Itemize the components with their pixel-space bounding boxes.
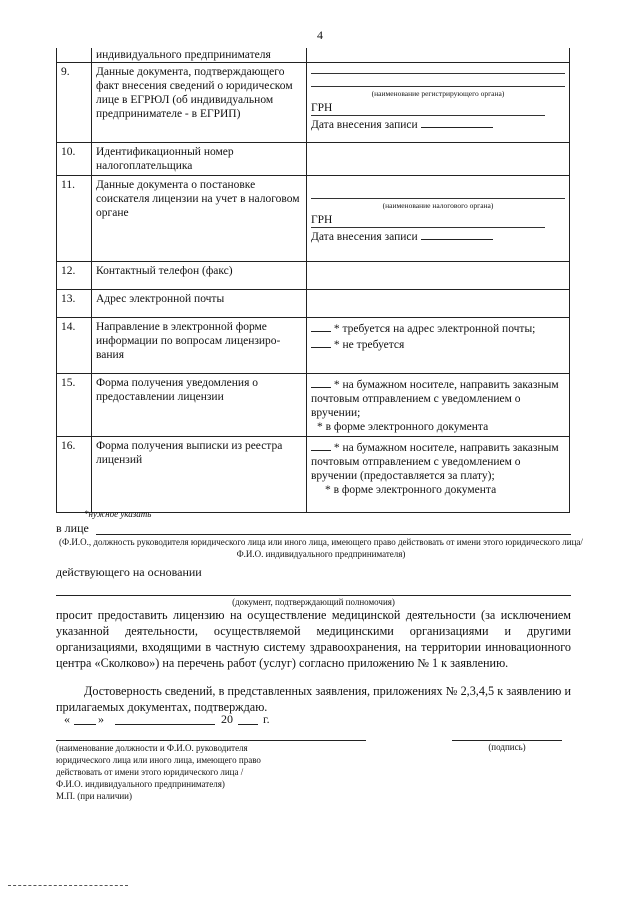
email-input-cell[interactable]	[307, 290, 570, 318]
bottom-rule	[8, 885, 128, 886]
phone-input-cell[interactable]	[307, 262, 570, 290]
option-electronic[interactable]: * в форме электронного документа	[325, 484, 497, 496]
in-person-label: в лице	[56, 521, 89, 535]
table-row: 13. Адрес электронной почты	[57, 290, 570, 318]
signer-caption: (наименование должности и Ф.И.О. руководителя юридического лица или иного лица, имеющего право действовать от имени этого юридического лица / Ф.И.О. индивидуального предпринимателя) М.П. (при наличии)	[56, 743, 261, 801]
row-label: Контактный телефон (факс)	[92, 262, 307, 290]
date-suffix: г.	[263, 712, 270, 726]
row-label: Адрес электронной почты	[92, 290, 307, 318]
day-input-line[interactable]	[74, 724, 96, 725]
application-table	[56, 48, 570, 513]
options-cell	[307, 374, 570, 437]
month-input-line[interactable]	[115, 724, 215, 725]
registration-data-cell[interactable]: (наименование регистрирующего органа) ГРН Дата внесения записи	[307, 63, 570, 143]
inn-input-cell[interactable]	[307, 143, 570, 176]
option-electronic-required[interactable]: * требуется на адрес электронной почты;	[311, 320, 565, 336]
year-input-line[interactable]	[238, 724, 258, 725]
date-close-quote: »	[98, 712, 104, 726]
confirmation-paragraph: Достоверность сведений, в представленных заявления, приложениях № 2,3,4,5 к заявлению и прилагаемых документах, подтверждаю.	[56, 684, 571, 714]
row-label: Форма получения выписки из реестра лицензий	[92, 437, 307, 513]
options-cell	[307, 318, 570, 374]
row-label: индивидуального предпринимателя	[92, 48, 307, 63]
table-row	[57, 48, 570, 63]
table-row: 10. Идентификационный номер налогоплательщика	[57, 143, 570, 176]
table-row: 11. Данные документа о постановке соискателя лицензии на учет в налоговом органе (наименование налогового органа) ГРН Дата внесения записи	[57, 176, 570, 262]
footnote: *нужное указать	[84, 509, 152, 519]
tax-registration-cell[interactable]: (наименование налогового органа) ГРН Дата внесения записи	[307, 176, 570, 262]
record-date-field[interactable]: Дата внесения записи	[311, 116, 565, 132]
record-date-field[interactable]: Дата внесения записи	[311, 228, 565, 244]
table-row: 15. Форма получения уведомления о предоставлении лицензии * на бумажном носителе, направить заказным почтовым отправлением с уведомлением о вручении; * в форме электронного документа	[57, 374, 570, 437]
row-label: Данные документа, подтверждающего факт внесения сведений о юридическом лице в ЕГРЮЛ (об индивидуальном предпринимателе - в ЕГРИП)	[92, 63, 307, 143]
date-year: 20	[221, 712, 233, 726]
row-label: Направление в электронной форме информации по вопросам лицензиро-вания	[92, 318, 307, 374]
basis-caption: (документ, подтверждающий полномочия)	[232, 597, 395, 607]
table-row: 16. Форма получения выписки из реестра лицензий * на бумажном носителе, направить заказным почтовым отправлением с уведомлением о вручении (предоставляется за плату); * в форме электронного документа	[57, 437, 570, 513]
grn-field[interactable]: ГРН	[311, 101, 545, 116]
signature-caption: (подпись)	[488, 742, 526, 752]
date-open-quote: «	[64, 712, 70, 726]
person-input-line[interactable]	[96, 534, 571, 535]
basis-input-line[interactable]	[56, 595, 571, 596]
signature-input-line[interactable]	[452, 740, 562, 741]
table-row: 12. Контактный телефон (факс)	[57, 262, 570, 290]
grn-field[interactable]: ГРН	[311, 213, 545, 228]
row-label: Форма получения уведомления о предоставлении лицензии	[92, 374, 307, 437]
input-cell[interactable]	[307, 48, 570, 63]
table-row: 14. Направление в электронной форме информации по вопросам лицензиро-вания * требуется на адрес электронной почты; * не требуется	[57, 318, 570, 374]
option-paper[interactable]: * на бумажном носителе, направить заказным почтовым отправлением с уведомлением о вручении (предоставляется за плату);	[311, 439, 565, 483]
option-not-required[interactable]: * не требуется	[311, 336, 565, 352]
options-cell	[307, 437, 570, 513]
option-paper[interactable]: * на бумажном носителе, направить заказным почтовым отправлением с уведомлением о вручении;	[311, 376, 565, 420]
option-electronic[interactable]: * в форме электронного документа	[317, 421, 489, 433]
table-row: 9. Данные документа, подтверждающего факт внесения сведений о юридическом лице в ЕГРЮЛ (об индивидуальном предпринимателе - в ЕГРИП) (наименование регистрирующего органа) ГРН Дата внесения записи	[57, 63, 570, 143]
page-number: 4	[317, 28, 323, 42]
person-caption: (Ф.И.О., должность руководителя юридического лица или иного лица, имеющего право действовать от имени этого юридического лица/Ф.И.О. индивидуального предпринимателя)	[59, 537, 583, 559]
request-paragraph: просит предоставить лицензию на осуществление медицинской деятельности (за исключением указанной деятельности, осуществляемой медицинскими организациями и другими организациями, входящими в частную систему здравоохранения, на территории инновационного центра «Сколково») на перечень работ (услуг) согласно приложению № 1 к заявлению.	[56, 608, 571, 670]
basis-label: действующего на основании	[56, 565, 202, 579]
row-label: Идентификационный номер налогоплательщика	[92, 143, 307, 176]
signer-input-line[interactable]	[56, 740, 366, 741]
row-label: Данные документа о постановке соискателя лицензии на учет в налоговом органе	[92, 176, 307, 262]
